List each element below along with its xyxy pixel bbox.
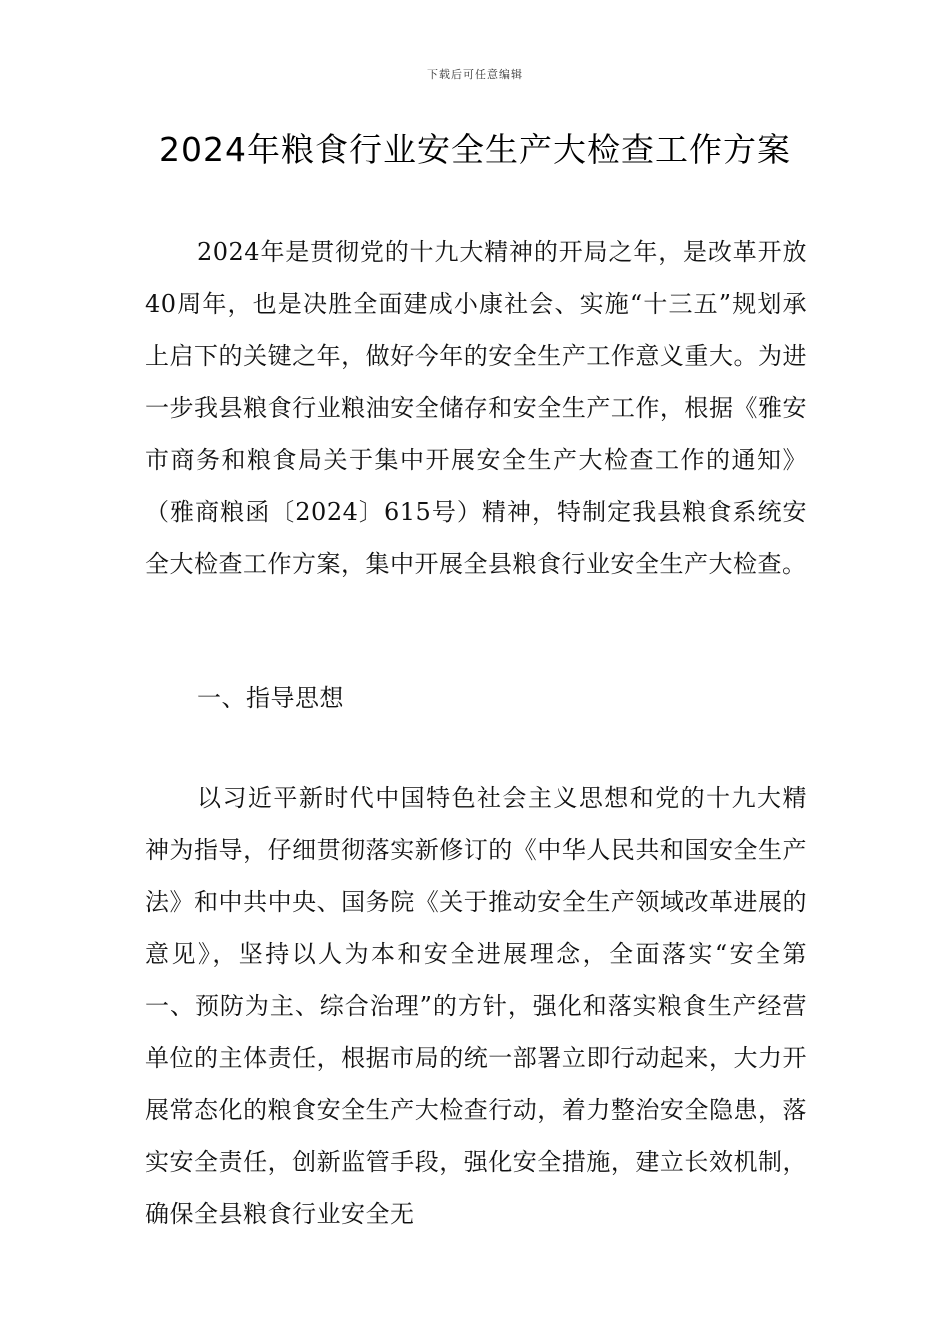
section-heading: 一、指导思想 bbox=[197, 684, 344, 712]
header-note: 下载后可任意编辑 bbox=[427, 68, 523, 81]
intro-paragraph: 2024年是贯彻党的十九大精神的开局之年，是改革开放40周年，也是决胜全面建成小康社会、实施“十三五”规划承上启下的关键之年，做好今年的安全生产工作意义重大。为进一步我县粮食行业粮油安全储存和安全生产工作，根据《雅安市商务和粮食局关于集中开展安全生产大检查工作的通知》（雅商粮函〔2024〕615号）精神，特制定我县粮食系统安全大检查工作方案，集中开展全县粮食行业安全生产大检查。 bbox=[145, 238, 807, 578]
guiding-thought-paragraph: 以习近平新时代中国特色社会主义思想和党的十九大精神为指导，仔细贯彻落实新修订的《中华人民共和国安全生产法》和中共中央、国务院《关于推动安全生产领域改革进展的意见》，坚持以人为本和安全进展理念，全面落实“安全第一、预防为主、综合治理”的方针，强化和落实粮食生产经营单位的主体责任，根据市局的统一部署立即行动起来，大力开展常态化的粮食安全生产大检查行动，着力整治安全隐患，落实安全责任，创新监管手段，强化安全措施，建立长效机制，确保全县粮食行业安全无 bbox=[145, 784, 807, 1228]
document-title: 2024年粮食行业安全生产大检查工作方案 bbox=[159, 130, 791, 169]
